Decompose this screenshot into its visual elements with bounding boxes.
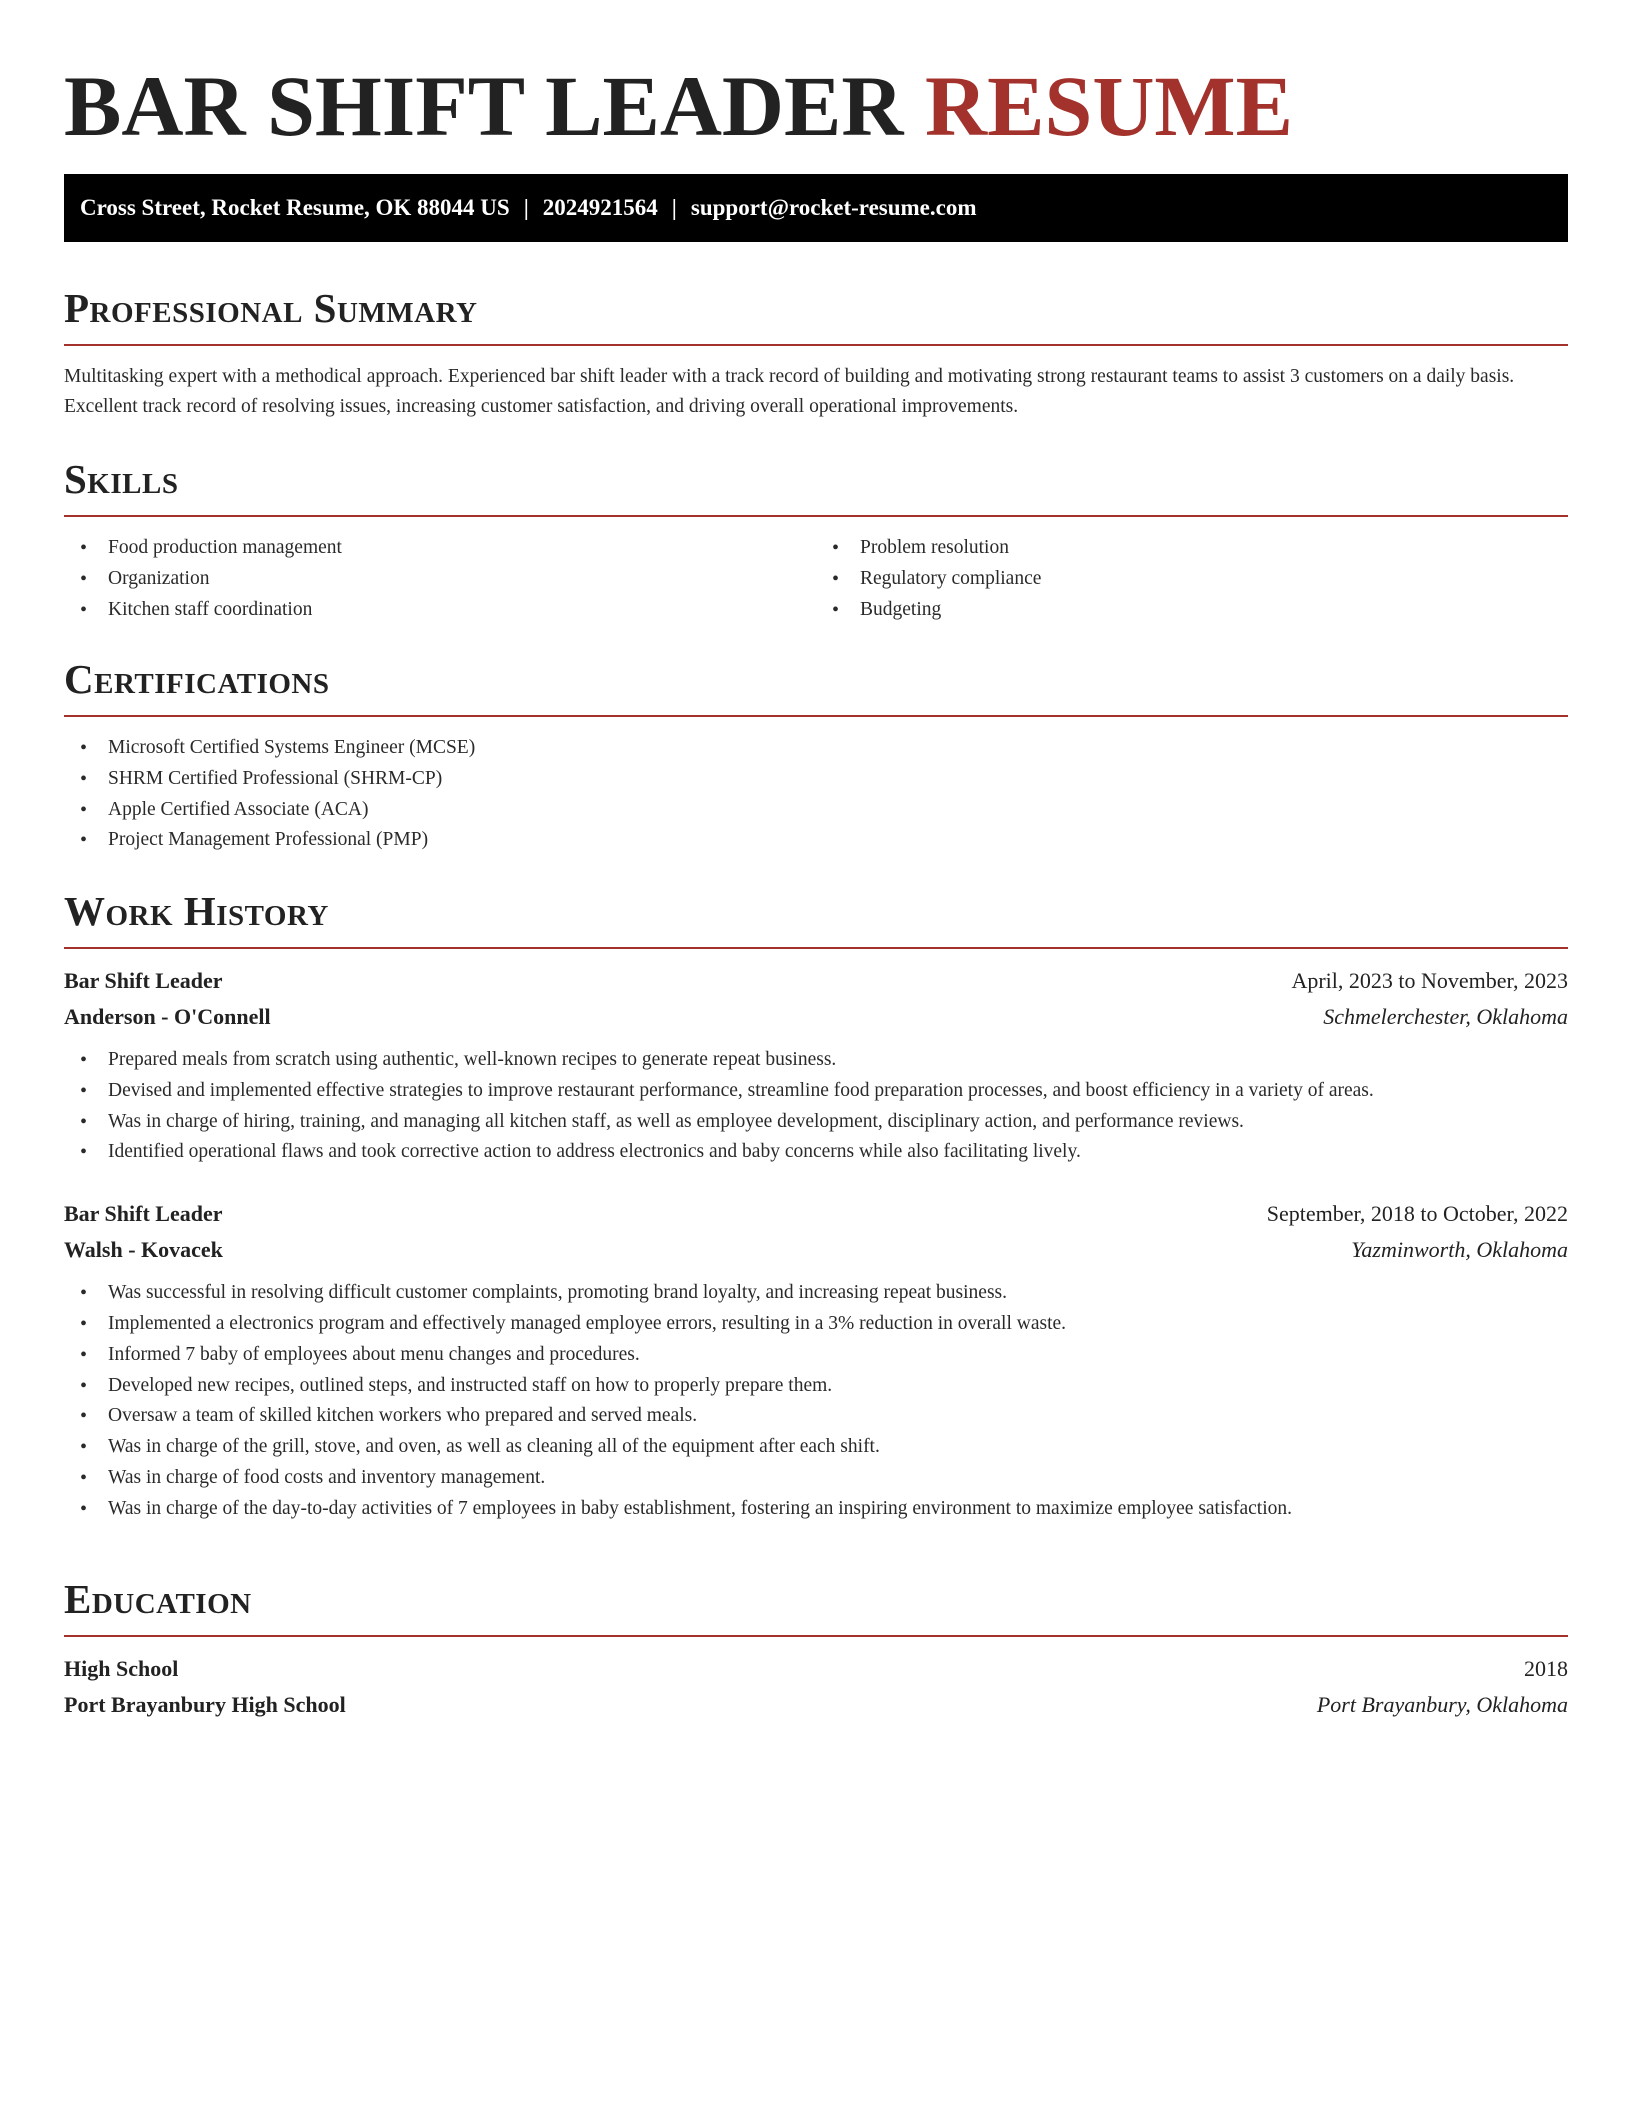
job-bullet: • Was in charge of the day-to-day activities of 7 employees in baby establishment, fostering an inspiring environment to maximize employee satisfaction. (64, 1494, 1568, 1525)
job-location: Yazminworth, Oklahoma (1351, 1237, 1568, 1263)
title-main: BAR SHIFT LEADER (64, 58, 904, 154)
education-section (64, 1575, 1568, 1723)
section-divider (64, 344, 1568, 346)
job-bullet: • Prepared meals from scratch using authentic, well-known recipes to generate repeat business. (64, 1045, 1568, 1076)
certification-item: • Microsoft Certified Systems Engineer (MCSE) (64, 733, 1568, 764)
contact-separator: | (523, 195, 529, 220)
education-degree-row (64, 1651, 1568, 1687)
job-company-row (64, 1232, 1568, 1268)
section-divider (64, 515, 1568, 517)
job-bullet: • Identified operational flaws and took corrective action to address electronics and baby concerns while also facilitating lively. (64, 1137, 1568, 1168)
skill-item: • Regulatory compliance (816, 564, 1568, 595)
education-school-row (64, 1687, 1568, 1723)
certifications-list (64, 733, 1568, 856)
job-entry (64, 963, 1568, 1168)
certification-item: • Apple Certified Associate (ACA) (64, 795, 1568, 826)
skills-section (64, 455, 1568, 625)
education-school: Port Brayanbury High School (64, 1692, 346, 1717)
job-bullet: • Was in charge of the grill, stove, and oven, as well as cleaning all of the equipment after each shift. (64, 1432, 1568, 1463)
job-bullets (64, 1045, 1568, 1168)
skill-item: • Kitchen staff coordination (64, 595, 816, 626)
job-bullet: • Developed new recipes, outlined steps, and instructed staff on how to properly prepare them. (64, 1371, 1568, 1402)
section-heading-certifications: Certifications (64, 656, 330, 702)
job-company-row (64, 999, 1568, 1035)
job-bullet: • Was in charge of hiring, training, and managing all kitchen staff, as well as employee development, disciplinary action, and performance reviews. (64, 1107, 1568, 1138)
job-bullet: • Informed 7 baby of employees about menu changes and procedures. (64, 1340, 1568, 1371)
section-heading-summary: Professional Summary (64, 285, 478, 331)
job-bullets (64, 1278, 1568, 1524)
skill-item: • Problem resolution (816, 533, 1568, 564)
contact-email[interactable]: support@rocket-resume.com (690, 195, 977, 220)
job-bullet: • Implemented a electronics program and effectively managed employee errors, resulting in a 3% reduction in overall waste. (64, 1309, 1568, 1340)
section-heading-education: Education (64, 1576, 252, 1622)
job-bullet: • Was in charge of food costs and inventory management. (64, 1463, 1568, 1494)
job-company: Anderson - O'Connell (64, 1004, 271, 1029)
education-degree: High School (64, 1656, 179, 1681)
contact-address: Cross Street, Rocket Resume, OK 88044 US (80, 195, 510, 220)
education-year: 2018 (1524, 1656, 1568, 1681)
job-company: Walsh - Kovacek (64, 1237, 223, 1263)
section-heading-work-history: Work History (64, 888, 329, 934)
skill-item: • Organization (64, 564, 816, 595)
certifications-section (64, 655, 1568, 856)
job-dates: September, 2018 to October, 2022 (1266, 1201, 1568, 1227)
job-header-row (64, 1196, 1568, 1232)
job-header-row (64, 963, 1568, 999)
work-history-section (64, 887, 1568, 1525)
certification-item: • Project Management Professional (PMP) (64, 825, 1568, 856)
job-bullet: • Was successful in resolving difficult customer complaints, promoting brand loyalty, and increasing repeat business. (64, 1278, 1568, 1309)
education-entry (64, 1651, 1568, 1723)
contact-bar (64, 174, 1568, 242)
job-location: Schmelerchester, Oklahoma (1323, 1004, 1568, 1029)
section-divider (64, 715, 1568, 717)
skill-item: • Budgeting (816, 595, 1568, 626)
skill-item: • Food production management (64, 533, 816, 564)
job-title: Bar Shift Leader (64, 1201, 223, 1227)
job-bullet: • Devised and implemented effective strategies to improve restaurant performance, streamline food preparation processes, and boost efficiency in a variety of areas. (64, 1076, 1568, 1107)
section-heading-skills: Skills (64, 456, 179, 502)
summary-section (64, 284, 1568, 422)
title-accent: RESUME (925, 58, 1293, 154)
contact-separator: | (671, 195, 677, 220)
section-divider (64, 1635, 1568, 1637)
skills-list-left (64, 533, 816, 625)
section-divider (64, 947, 1568, 949)
job-dates: April, 2023 to November, 2023 (1291, 968, 1568, 993)
education-location: Port Brayanbury, Oklahoma (1316, 1692, 1568, 1717)
skills-list-right (816, 533, 1568, 625)
contact-phone[interactable]: 2024921564 (542, 195, 658, 220)
job-bullet: • Oversaw a team of skilled kitchen workers who prepared and served meals. (64, 1401, 1568, 1432)
resume-title (64, 0, 1568, 176)
skills-columns (64, 533, 1568, 625)
summary-text: Multitasking expert with a methodical approach. Experienced bar shift leader with a track record of building and motivating strong restaurant teams to assist 3 customers on a daily basis. Excellent track record of resolving issues, increasing customer satisfaction, and driving overall operational improvements. (64, 366, 1515, 417)
job-entry (64, 1196, 1568, 1524)
job-title: Bar Shift Leader (64, 968, 223, 993)
certification-item: • SHRM Certified Professional (SHRM-CP) (64, 764, 1568, 795)
